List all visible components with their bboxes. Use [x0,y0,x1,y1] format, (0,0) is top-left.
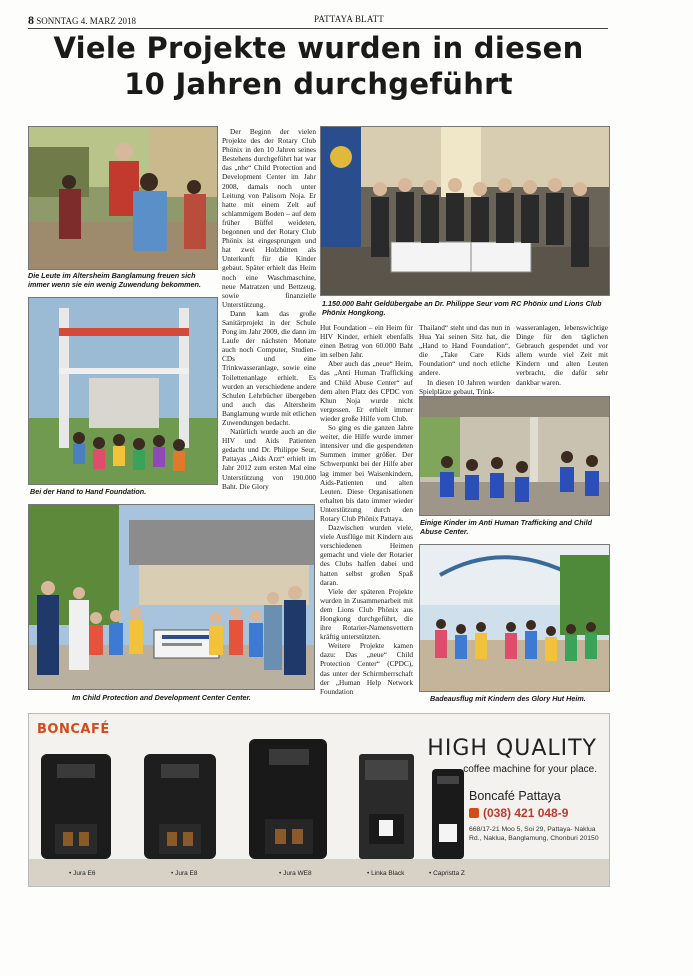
ad-model-label: • Jura E8 [171,870,198,877]
ad-phone-number: (038) 421 048-9 [483,806,569,820]
page-number: 8 [28,13,34,27]
article-column-3 [419,323,510,396]
col1-paragraph: Dann kam das große Sanitärprojekt in der Schule Pong im Jahr 2009, die dann im Laufe der nächsten Monate auch noch Computer, Studien-CDs und eine Trinkwasseranlage, sowie eine Toilettenanlage erhielt. Es wurden an verschiedene andere Schulen Lehrbücher übergeben und auch das Altersheim Banglamung wurde mit etlichen Zuwendungen bedacht. [222,308,316,427]
col2-paragraph: Hut Foundation – ein Heim für HIV Kinder, erhielt ebenfalls einen Betrag von 60.000 Baht im selben Jahr. [320,323,413,360]
caption-hand-to-hand: Bei der Hand to Hand Foundation. [30,487,147,496]
col1-paragraph: Der Beginn der vielen Projekte des der Rotary Club Phönix in den 10 Jahren seines Bestehens durchgeführt hat war das „nhe“ Child Protection and Development Center im Jahr 2008, damals noch unter Leitung von Palisorn Noja. Er hatte mit einem Zelt auf schlammigem Boden – auf dem früher Büffel weideten, begonnen und der Rotary Club Phönix ist eingesprungen und hat zwei Holzhütten als Unterkunft für die Kinder gebaut. Später erhielt das Heim noch eine Waschmaschine, neue Matratzen und Bettzeug, sowie finanzielle Unterstützung. [222,127,316,309]
ad-model-label: • Jura WE8 [279,870,312,877]
article-column-1 [222,127,316,497]
photo-altersheim [28,126,218,270]
ad-model-label: • Linka Black [367,870,405,877]
caption-geldubergabe: 1.150.000 Baht Geldübergabe an Dr. Philippe Seur vom RC Phönix und Lions Club Phönix Hongkong. [322,299,602,317]
photo-hand-to-hand [28,297,218,485]
col3-paragraph: In diesen 10 Jahren wurden Spielplätze gebaut, Trink- [419,377,510,396]
ad-model-label: • Capristta Z [429,870,465,877]
caption-child-protection: Im Child Protection and Development Center Center. [72,693,251,702]
photo-child-protection [28,504,315,690]
boncafe-logo: BONCAFÉ [37,722,110,737]
header-rule [28,28,608,29]
ad-tagline-main: HIGH QUALITY [427,736,597,761]
col2-paragraph: Dazwischen wurden viele, viele Ausflüge mit Kindern aus verschiedenen Heimen gemacht und viele der Rotarier des Clubs halfen dabei und hatten selbst großen Spaß daran. [320,523,413,587]
phone-icon [469,808,479,818]
caption-altersheim: Die Leute im Altersheim Banglamung freuen sich immer wenn sie ein wenig Zuwendung bekommen. [28,271,201,289]
col2-paragraph: So ging es die ganzen Jahre weiter, die Hilfe wurde immer intensiver und die gespendeten Summen immer größer. Der Schwerpunkt bei der Hilfe aber lag immer bei Waisenkindern, Aids-Patienten und alten Leuten. Diese Organisationen erhalten bis dato immer wieder Unterstützung durch den Rotary Club Phönix Pattaya. [320,423,413,523]
col4-paragraph: wasseranlagen, lebenswichtige Dinge für den täglichen Gebrauch gespendet und vor allem wurde viel Zeit mit Kindern und alten Leuten verbracht, die dafür sehr dankbar waren. [516,323,608,387]
photo-geldubergabe [320,126,610,296]
boncafe-advertisement[interactable] [28,713,610,887]
ad-model-label: • Jura E6 [69,870,96,877]
caption-badeausflug: Badeausflug mit Kindern des Glory Hut Heim. [430,694,586,703]
col2-paragraph: Viele der späteren Projekte wurden in Zusammenarbeit mit dem Lions Club Phönix aus Hongkong durchgeführt, die ihre Rotarier-Namensvettern kräftig unterstützten. [320,586,413,642]
col2-paragraph: Aber auch das „neue“ Heim, das „Anti Human Trafficking and Child Abuse Center“ auf dem alten Platz des CPDC von Khun Noja wurde nicht vergessen. Er erhielt immer wieder große Hilfe vom Club. [320,359,413,423]
col3-paragraph: Thailand“ steht und das nun in Hua Yai seinen Sitz hat, die „Hand to Hand Foundation“, die „Take Care Kids Foundation“ und noch etliche andere. [419,323,510,378]
paper-name: PATTAYA BLATT [314,14,384,24]
col1-paragraph: Natürlich wurde auch an die HIV und Aids Patienten gedacht und Dr. Philippe Seur, Pattayas „Aids Arzt“ erhielt im Jahr 2012 zum ersten Mal eine Unterstützung von 190.000 Baht. Die Glory [222,427,316,491]
article-column-4 [516,323,608,393]
headline [26,30,611,102]
photo-anti-human [419,396,610,516]
ad-phone [469,806,568,820]
page-header [28,13,608,27]
ad-tagline-sub: coffee machine for your place. [463,764,597,775]
issue-date: SONNTAG 4. MARZ 2018 [36,16,137,26]
ad-address: 668/17-21 Moo 5, Soi 29, Pattaya- Naklua Rd., Naklua, Banglamung, Chonburi 20150 [469,826,599,842]
ad-company-name: Boncafé Pattaya [469,789,561,803]
caption-anti-human: Einige Kinder im Anti Human Trafficking and Child Abuse Center. [420,518,592,536]
headline-line-2: 10 Jahren durchgeführt [124,67,513,101]
col2-paragraph: Weitere Projekte kamen dazu: Das „neue“ Child Protection Center“ (CPDC), das unter der Schirmherrschaft der „Human Help Network Foundation [320,641,413,696]
article-column-2 [320,323,413,703]
photo-badeausflug [419,544,610,692]
headline-line-1: Viele Projekte wurden in diesen [53,31,584,65]
